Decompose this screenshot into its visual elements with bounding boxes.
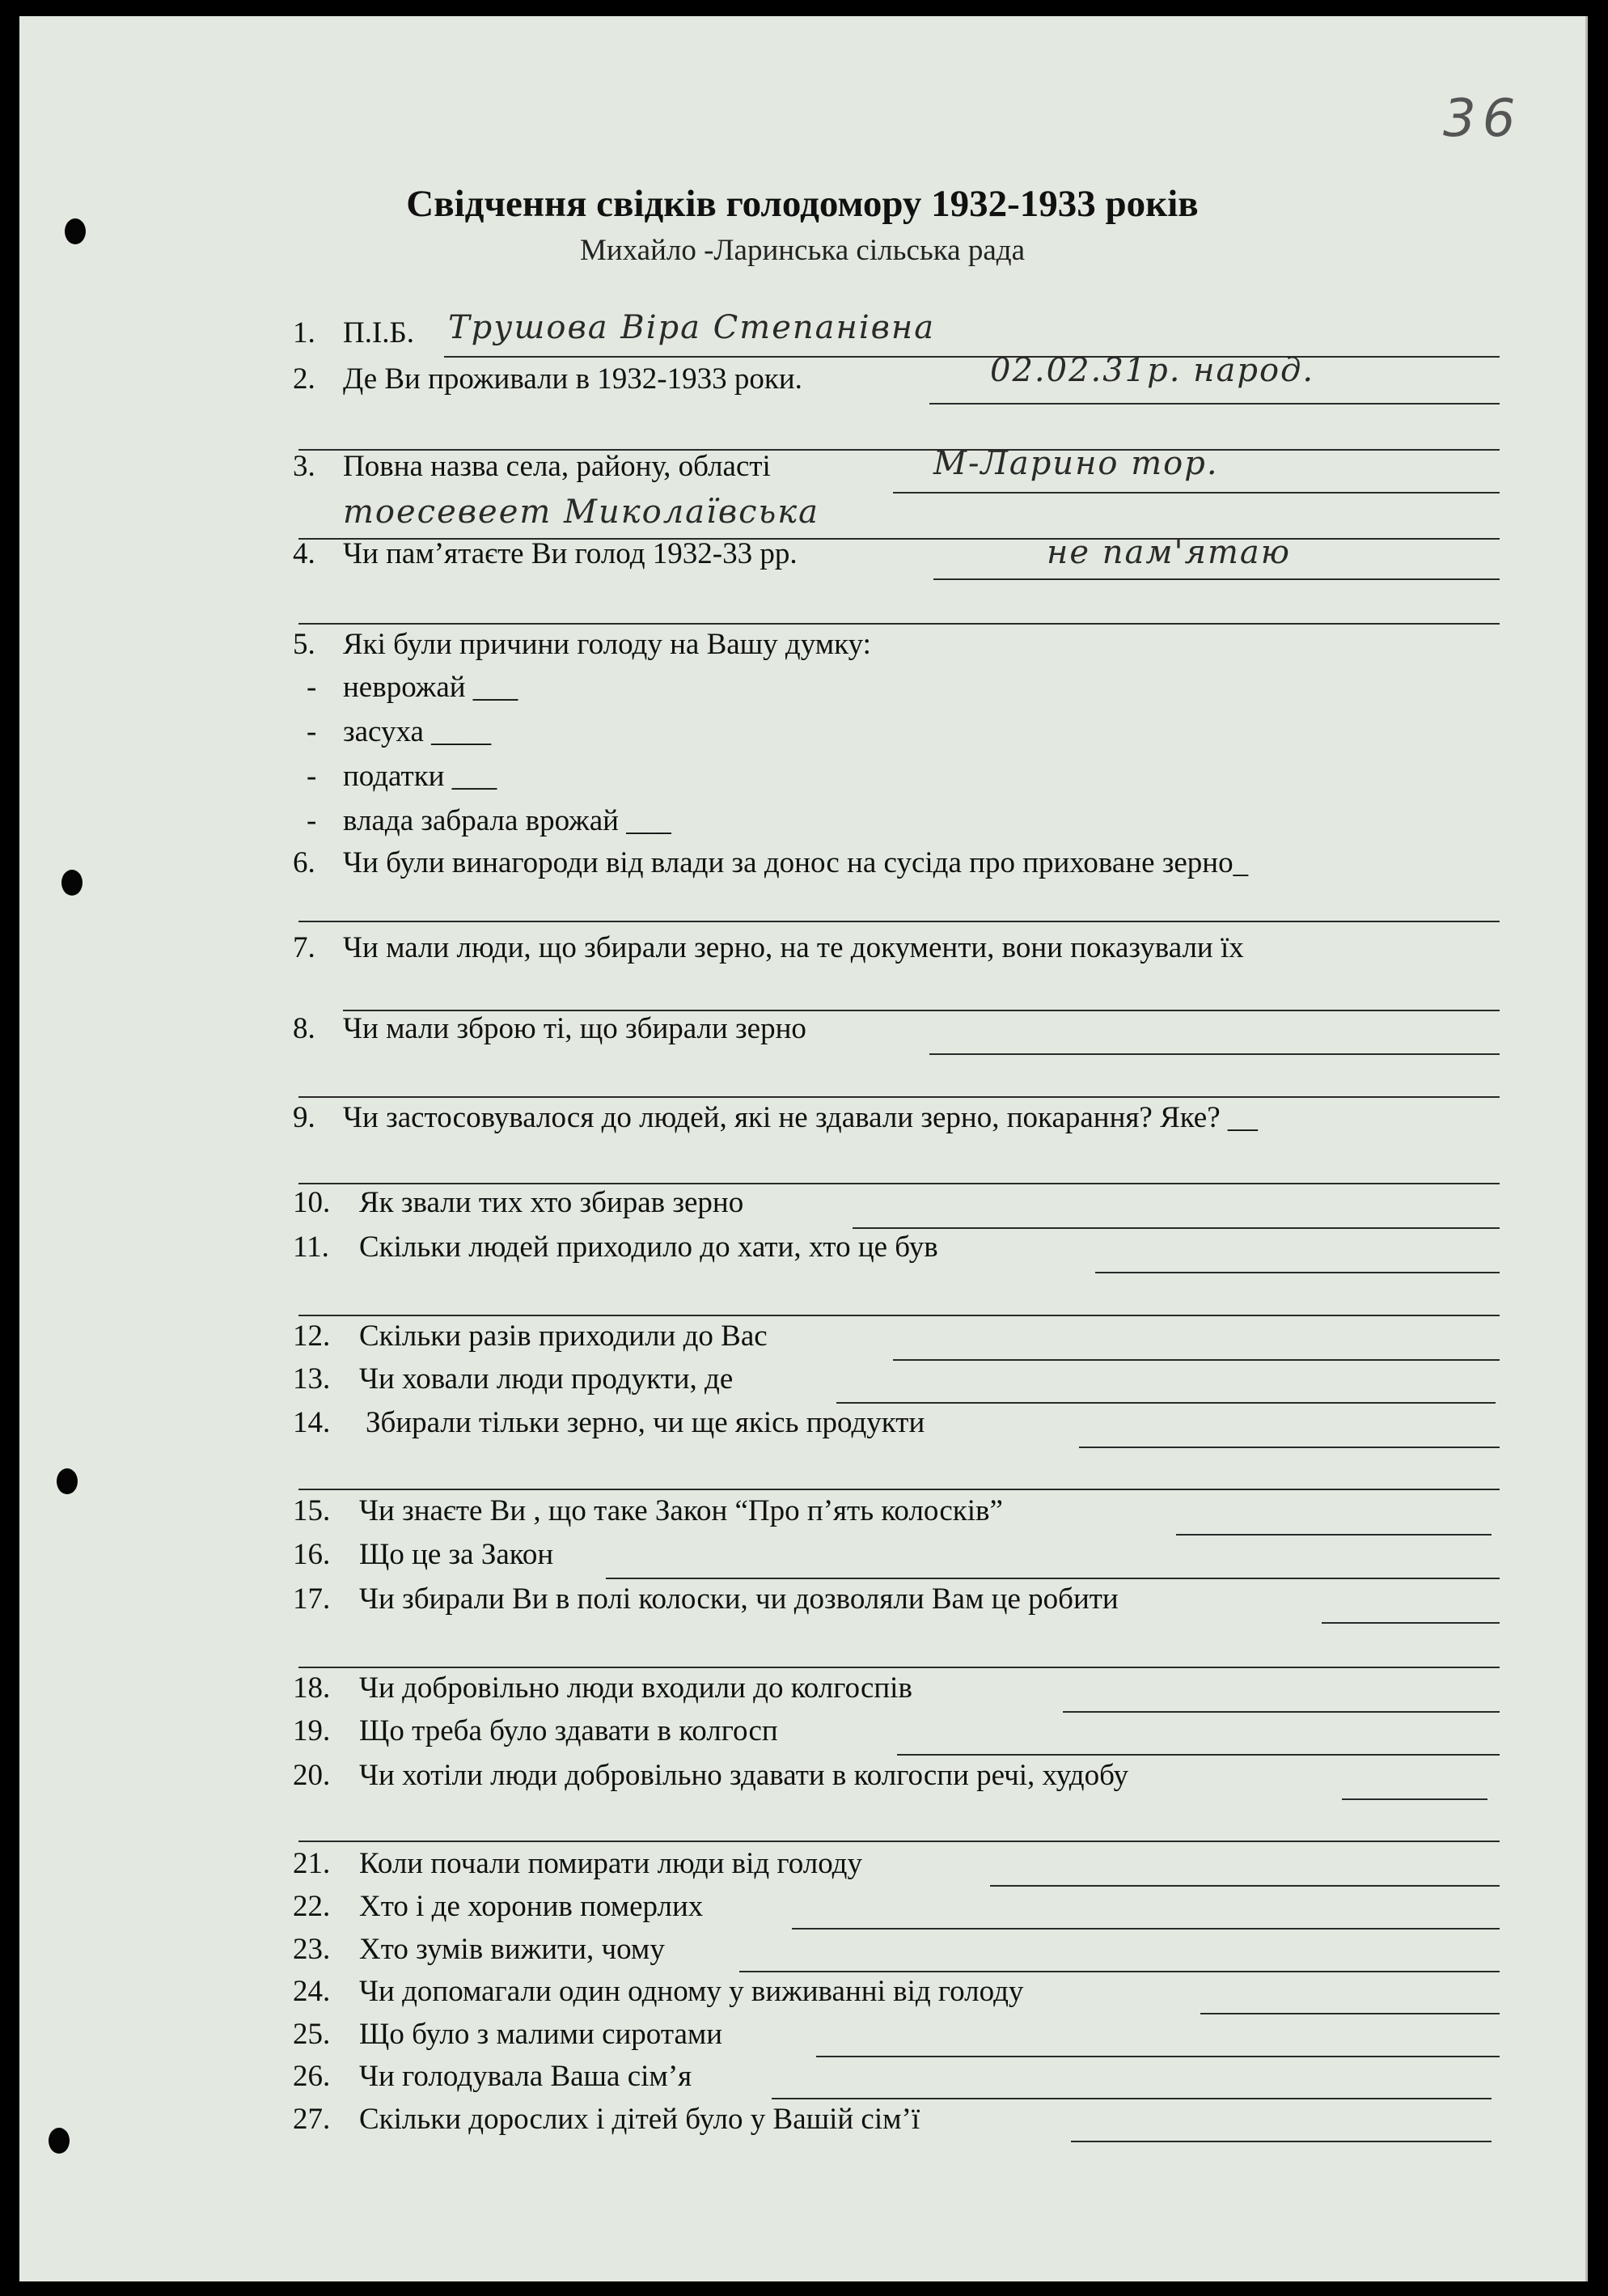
question-number: 9. [293, 1101, 315, 1134]
question-10 [19, 1185, 1585, 1227]
punch-hole [57, 1468, 78, 1494]
question-19 [19, 1714, 1585, 1756]
question-text: Чи ховали люди продукти, де [359, 1362, 734, 1396]
handwritten-region: тоесевеет Миколаївська [343, 494, 820, 531]
answer-line [1200, 2013, 1500, 2014]
question-text: Як звали тих хто збирав зерно [359, 1186, 744, 1219]
question-18 [19, 1671, 1585, 1713]
question-text: Чи пам’ятаєте Ви голод 1932-33 рр. [343, 537, 798, 570]
question-number: 16. [293, 1538, 331, 1571]
answer-line [772, 2098, 1492, 2099]
question-13 [19, 1362, 1585, 1404]
question-text: Чи допомагали один одному у виживанні від голоду [359, 1975, 1024, 2008]
page-subtitle: Михайло -Ларинська сільська рада [579, 234, 1026, 267]
answer-line [1176, 1534, 1492, 1536]
question-text: Коли почали помирати люди від голоду [359, 1847, 862, 1880]
answer-line [298, 1841, 1500, 1842]
answer-line [298, 1489, 1500, 1490]
question-text: Збирали тільки зерно, чи ще якісь продукти [366, 1406, 925, 1439]
question-22 [19, 1889, 1585, 1931]
question-text: П.І.Б. [343, 316, 415, 349]
answer-line [298, 1096, 1500, 1098]
page-title: Свідчення свідків голодомору 1932-1933 років [406, 183, 1199, 225]
answer-line [1095, 1272, 1500, 1273]
question-number: 13. [293, 1362, 331, 1396]
question-text: Які були причини голоду на Вашу думку: [343, 628, 871, 661]
question-3 [19, 449, 1585, 491]
answer-line [298, 1183, 1500, 1184]
question-text: Що треба було здавати в колгосп [359, 1714, 778, 1747]
question-number: 18. [293, 1671, 331, 1705]
handwritten-birth: 02.02.31р. народ. [990, 352, 1315, 389]
question-number: 26. [293, 2060, 331, 2093]
question-number: 3. [293, 450, 315, 483]
answer-line [933, 578, 1500, 580]
answer-line [1322, 1622, 1500, 1624]
question-number: 12. [293, 1320, 331, 1353]
question-text: Чи мали люди, що збирали зерно, на те документи, вони показували їх [343, 931, 1244, 964]
question-number: 8. [293, 1012, 315, 1045]
answer-line [298, 1315, 1500, 1316]
answer-line [893, 1359, 1500, 1361]
question-text: Чи застосовувалося до людей, які не здавали зерно, покарання? Яке? __ [343, 1101, 1258, 1134]
question-5 [19, 627, 1585, 669]
question-17 [19, 1582, 1585, 1624]
cause-option: - податки ___ [307, 760, 497, 793]
question-26 [19, 2059, 1585, 2101]
question-14 [19, 1405, 1585, 1447]
question-24 [19, 1974, 1585, 2016]
document-page [19, 16, 1588, 2281]
question-number: 20. [293, 1759, 331, 1792]
question-number: 17. [293, 1582, 331, 1616]
question-text: Повна назва села, району, області [343, 450, 771, 483]
answer-line [990, 1885, 1500, 1887]
question-number: 19. [293, 1714, 331, 1747]
answer-line [739, 1971, 1500, 1972]
answer-line [897, 1754, 1500, 1756]
question-number: 1. [293, 316, 315, 349]
page-number: 36 [1443, 89, 1522, 149]
question-number: 24. [293, 1975, 331, 2008]
question-7 [19, 930, 1585, 972]
question-number: 2. [293, 362, 315, 396]
handwritten-name: Трушова Віра Степанівна [448, 309, 936, 346]
question-number: 4. [293, 537, 315, 570]
question-text: Хто і де хоронив померлих [359, 1890, 704, 1923]
question-number: 6. [293, 846, 315, 879]
answer-line [444, 356, 1500, 358]
question-text: Чи добровільно люди входили до колгоспів [359, 1671, 912, 1705]
handwritten-remember: не пам'ятаю [1047, 534, 1291, 571]
question-number: 21. [293, 1847, 331, 1880]
question-text: Чи були винагороди від влади за донос на сусіда про приховане зерно_ [343, 846, 1249, 879]
question-6 [19, 845, 1585, 887]
question-number: 22. [293, 1890, 331, 1923]
question-16 [19, 1537, 1585, 1579]
answer-line [1342, 1798, 1487, 1800]
cause-option: - неврожай ___ [307, 671, 518, 704]
question-text: Чи мали зброю ті, що збирали зерно [343, 1012, 806, 1045]
handwritten-village: М-Ларино тор. [933, 445, 1219, 482]
question-number: 15. [293, 1494, 331, 1527]
question-8 [19, 1011, 1585, 1053]
answer-line [836, 1402, 1496, 1404]
question-number: 10. [293, 1186, 331, 1219]
question-27 [19, 2102, 1585, 2144]
question-25 [19, 2017, 1585, 2059]
question-text: Чи знаєте Ви , що таке Закон “Про п’ять колосків” [359, 1494, 1003, 1527]
question-2 [19, 362, 1585, 404]
question-text: Хто зумів вижити, чому [359, 1933, 665, 1966]
answer-line [929, 403, 1500, 405]
question-text: Скільки разів приходили до Вас [359, 1320, 768, 1353]
question-number: 27. [293, 2103, 331, 2136]
answer-line [606, 1578, 1500, 1579]
answer-line [298, 921, 1500, 922]
question-11 [19, 1230, 1585, 1272]
question-text: Скільки дорослих і дітей було у Вашій сім’ї [359, 2103, 920, 2136]
question-number: 25. [293, 2018, 331, 2051]
question-number: 14. [293, 1406, 331, 1439]
question-text: Скільки людей приходило до хати, хто це був [359, 1231, 938, 1264]
answer-line [929, 1053, 1500, 1055]
answer-line [298, 623, 1500, 625]
question-15 [19, 1493, 1585, 1536]
question-23 [19, 1932, 1585, 1974]
answer-line [1063, 1711, 1500, 1713]
answer-line [816, 2056, 1500, 2057]
question-text: Чи голодувала Ваша сім’я [359, 2060, 692, 2093]
question-4 [19, 536, 1585, 578]
answer-line [298, 1667, 1500, 1668]
question-21 [19, 1846, 1585, 1888]
question-text: Де Ви проживали в 1932-1933 роки. [343, 362, 802, 396]
question-text: Чи збирали Ви в полі колоски, чи дозволяли Вам це робити [359, 1582, 1119, 1616]
question-number: 5. [293, 628, 315, 661]
cause-option: - влада забрала врожай ___ [307, 804, 671, 837]
question-text: Що було з малими сиротами [359, 2018, 723, 2051]
question-number: 23. [293, 1933, 331, 1966]
question-number: 11. [293, 1231, 329, 1264]
cause-option: - засуха ____ [307, 715, 492, 748]
answer-line [893, 492, 1500, 494]
answer-line [1079, 1447, 1500, 1448]
answer-line [792, 1928, 1500, 1930]
answer-line [1071, 2141, 1492, 2142]
answer-line [853, 1227, 1500, 1229]
cause-text: неврожай ___ [343, 671, 518, 704]
cause-text: податки ___ [343, 760, 497, 793]
question-text: Чи хотіли люди добровільно здавати в колгоспи речі, худобу [359, 1759, 1129, 1792]
question-number: 7. [293, 931, 315, 964]
cause-text: засуха ____ [343, 715, 492, 748]
cause-text: влада забрала врожай ___ [343, 804, 671, 837]
question-text: Що це за Закон [359, 1538, 554, 1571]
question-20 [19, 1758, 1585, 1800]
question-9 [19, 1100, 1585, 1142]
question-12 [19, 1319, 1585, 1361]
